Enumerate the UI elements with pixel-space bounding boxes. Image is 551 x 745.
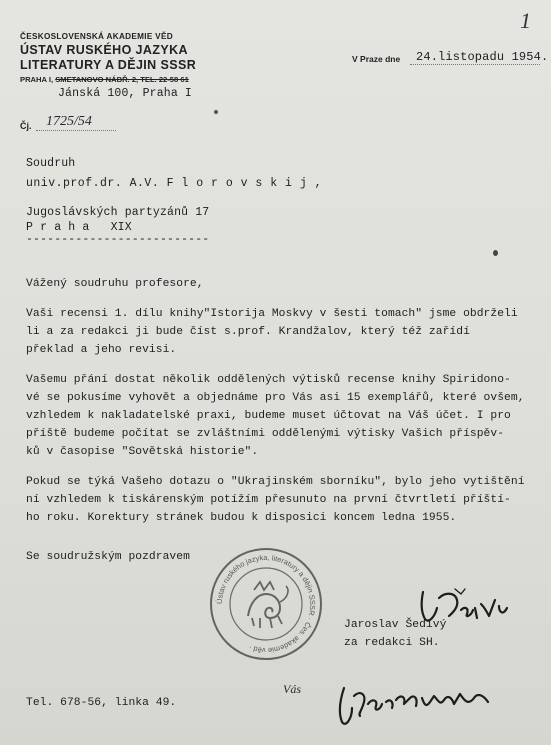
stamp-ring-text: Ústav ruského jazyka, literatury a dějin SSSR · Čes. akademie věd ·: [214, 552, 318, 656]
letterhead-institute-line1: ÚSTAV RUSKÉHO JAZYKA: [20, 43, 188, 57]
paper-speck: [214, 110, 218, 114]
recipient-line2: univ.prof.dr. A.V. F l o r o v s k i j ,: [26, 177, 323, 190]
salutation: Vážený soudruhu profesore,: [26, 278, 204, 290]
page-number: 1: [520, 8, 531, 33]
paragraph-3-line-2: ní vzhledem k tiskárenským potížím přesunuto na první čtvrtletí příští-: [26, 494, 511, 506]
recipient-underline: --------------------------: [26, 233, 210, 246]
paragraph-1-line-1: Vaši recensi 1. dílu knihy"Istorija Moskvy v šesti tomach" jsme obdrželi: [26, 308, 518, 320]
letterhead-new-address: Jánská 100, Praha I: [58, 87, 192, 100]
signature-bottom-icon: [330, 676, 500, 730]
paragraph-1-line-2: li a za redakci ji bude číst s.prof. Krandžalov, který též zařídí: [26, 326, 470, 338]
signatory-role: za redakci SH.: [344, 637, 440, 649]
paragraph-2-line-2: vé se pokusíme vyhovět a objednáme pro Vás asi 15 exemplářů, které ovšem,: [26, 392, 525, 404]
paragraph-3-line-1: Pokud se týká Vašeho dotazu o "Ukrajinském sborníku", bylo jeho vytištění: [26, 476, 525, 488]
footer-phone: Tel. 678-56, linka 49.: [26, 697, 177, 709]
paragraph-2-line-3: vzhledem k nakladatelské praxi, budeme muset účtovat na Váš účet. I pro: [26, 410, 511, 422]
signatory-name: Jaroslav Šedivý: [344, 619, 447, 631]
letterhead-institute-line2: LITERATURY A DĚJIN SSSR: [20, 58, 197, 72]
reference-label: Čj.: [20, 121, 32, 131]
paragraph-1-line-3: překlad a jeho revisi.: [26, 344, 177, 356]
lion-emblem-icon: [248, 582, 288, 628]
recipient-line3: Jugoslávských partyzánů 17: [26, 206, 210, 219]
closing: Se soudružským pozdravem: [26, 551, 190, 563]
letterhead-address-prefix: PRAHA I,: [20, 75, 54, 84]
date-underline: [410, 64, 540, 65]
letterhead-address-struck: SMETANOVO NÁBŘ. 2, TEL. 22-58 61: [55, 75, 189, 84]
reference-underline: [36, 130, 116, 131]
recipient-line4: P r a h a XIX: [26, 221, 132, 234]
paragraph-3-line-3: ho roku. Korektury stránek budou k disposici koncem ledna 1955.: [26, 512, 457, 524]
paper-speck: [493, 250, 498, 256]
date-value: 24.listopadu 1954.: [416, 50, 549, 64]
letterhead-academy: ČESKOSLOVENSKÁ AKADEMIE VĚD: [20, 32, 173, 41]
date-label: V Praze dne: [352, 54, 401, 64]
recipient-line1: Soudruh: [26, 157, 76, 170]
paragraph-2-line-1: Vašemu přání dostat několik oddělených výtisků recense knihy Spiridono-: [26, 374, 511, 386]
letterhead-address: [20, 75, 189, 84]
paragraph-2-line-4: příště budeme počítat se zvláštními oddělenými výtisky Vašich příspěv-: [26, 428, 505, 440]
paragraph-2-line-5: ků v časopise "Sovětská historie".: [26, 446, 259, 458]
institute-stamp: [208, 546, 324, 662]
reference-number: 1725/54: [46, 114, 92, 129]
footer-hand-note: Vás: [283, 682, 301, 696]
